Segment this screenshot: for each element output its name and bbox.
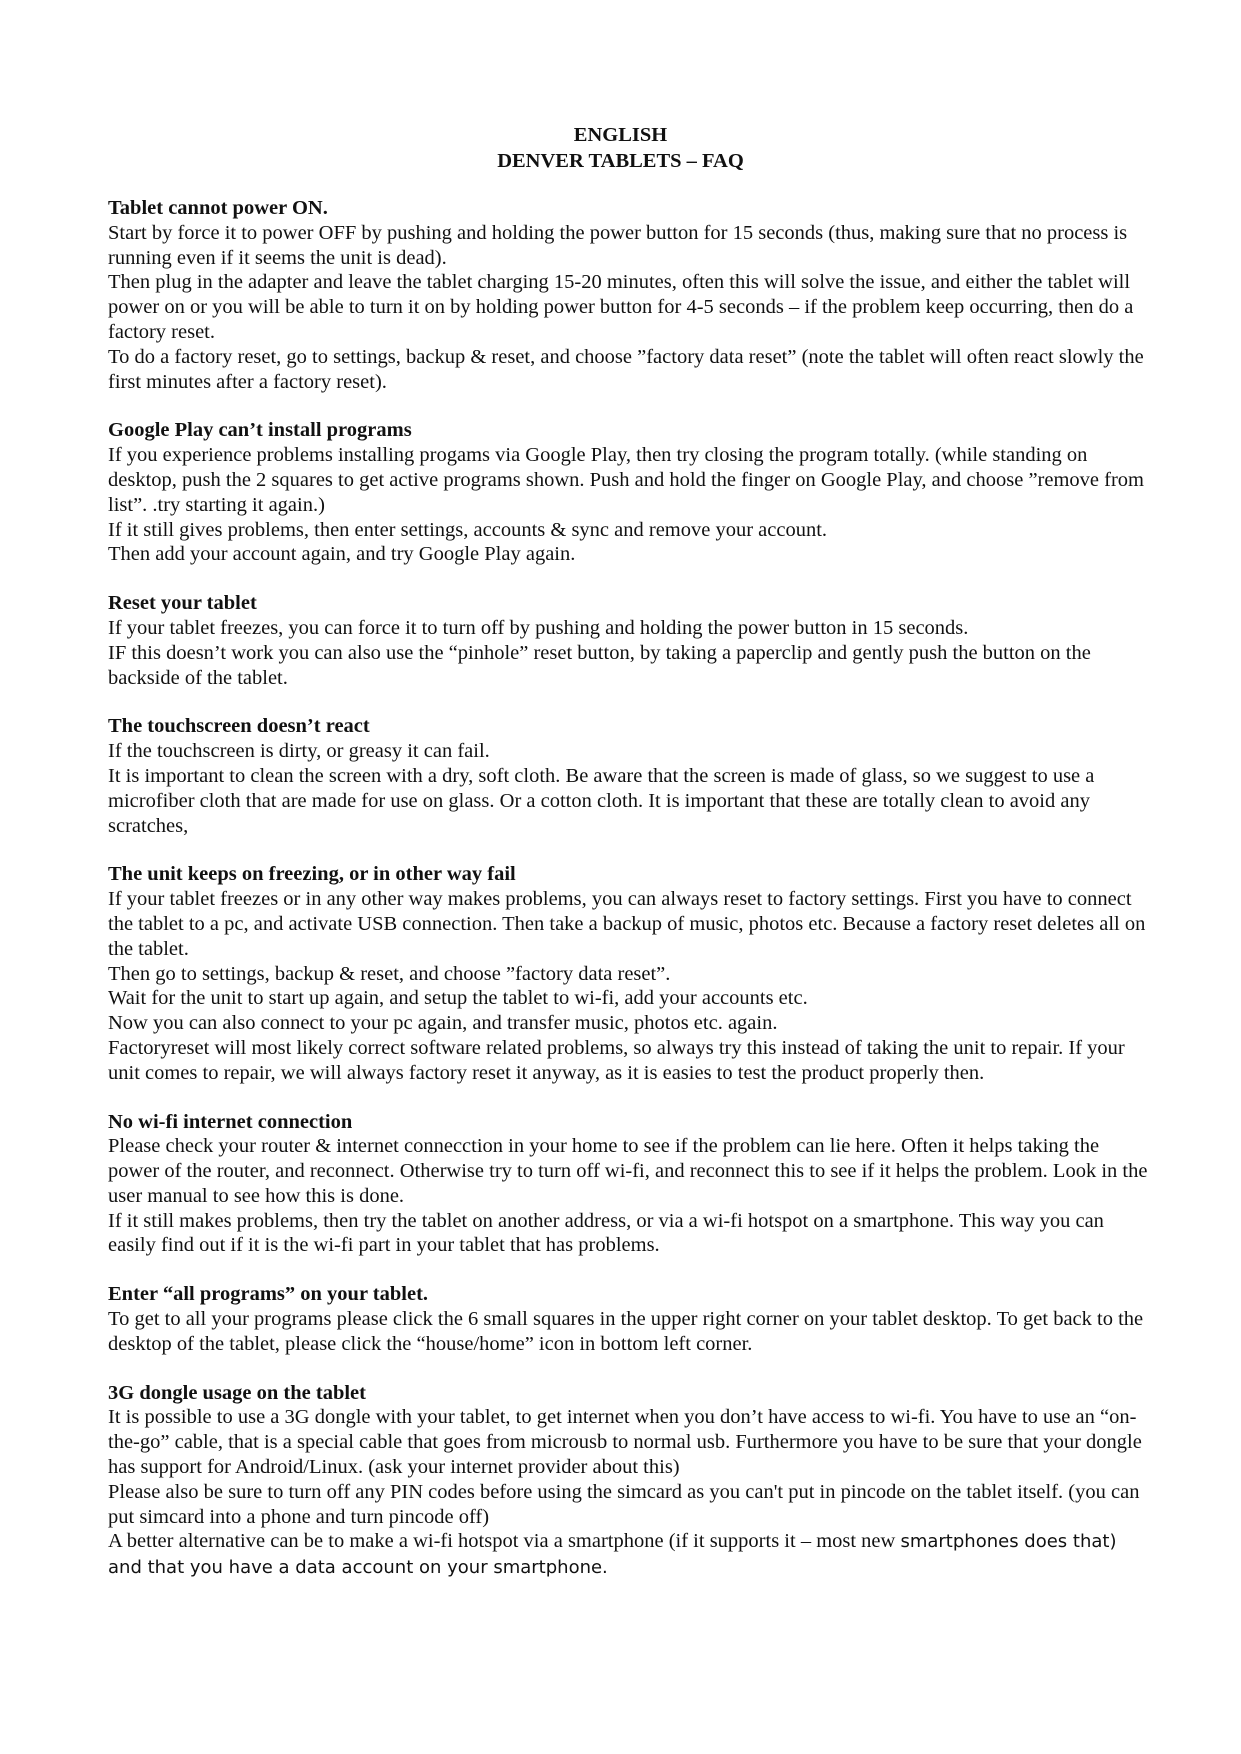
document-title — [0, 122, 1241, 174]
section-heading: Reset your tablet — [108, 592, 257, 615]
paragraph-text-start: A better alternative can be to make a wi-fi hotspot via a smartphone (if it supports it – most new — [108, 1530, 901, 1553]
section-paragraph: Start by force it to power OFF by pushing and holding the power button for 15 seconds (thus, making sure that no process is running even if it seems the unit is dead). — [108, 221, 1128, 269]
section-heading: Enter “all programs” on your tablet. — [108, 1283, 429, 1306]
section-heading: Google Play can’t install programs — [108, 419, 412, 442]
section-paragraph: To do a factory reset, go to settings, backup & reset, and choose ”factory data reset” (note the tablet will often react slowly the first minutes after a factory reset). — [108, 345, 1144, 393]
section-paragraph: IF this doesn’t work you can also use the “pinhole” reset button, by taking a paperclip and gently push the button on the backside of the tablet. — [108, 641, 1091, 689]
faq-section-reset — [108, 591, 1148, 690]
faq-section-touchscreen — [108, 714, 1148, 838]
section-paragraph: If your tablet freezes, you can force it to turn off by pushing and holding the power button in 15 seconds. — [108, 616, 969, 639]
section-heading: The touchscreen doesn’t react — [108, 715, 370, 738]
section-paragraph: Then add your account again, and try Google Play again. — [108, 543, 576, 566]
section-paragraph: If you experience problems installing progams via Google Play, then try closing the program totally. (while standing on desktop, push the 2 squares to get active programs shown. Push and hold the finger on Google Play, and choose ”remove from list”. .try starting it again.) — [108, 444, 1144, 516]
section-paragraph: It is important to clean the screen with a dry, soft cloth. Be aware that the screen is made of glass, so we suggest to use a microfiber cloth that are made for use on glass. Or a cotton cloth. It is important that these are totally clean to avoid any scratches, — [108, 764, 1095, 837]
section-heading: No wi-fi internet connection — [108, 1110, 353, 1133]
section-paragraph: If your tablet freezes or in any other way makes problems, you can always reset to factory settings. First you have to connect the tablet to a pc, and activate USB connection. Then take a backup of music, photos etc. Because a factory reset deletes all on the tablet. — [108, 888, 1146, 960]
paragraph-text-end: smartphones does that) and that you have a data account on your smartphone. — [108, 1531, 1117, 1579]
section-paragraph: It is possible to use a 3G dongle with your tablet, to get internet when you don’t have access to wi-fi. You have to use an “on-the-go” cable, that is a special cable that goes from microusb to normal usb. Furthermore you have to be sure that your dongle has support for Android/Linux. (ask your internet provider about this) — [108, 1406, 1142, 1479]
section-paragraph: If it still gives problems, then enter settings, accounts & sync and remove your account. — [108, 518, 828, 541]
section-paragraph: Wait for the unit to start up again, and setup the tablet to wi-fi, add your accounts etc. — [108, 987, 808, 1010]
section-paragraph: Then go to settings, backup & reset, and choose ”factory data reset”. — [108, 962, 671, 985]
faq-section-3g-dongle — [108, 1381, 1148, 1581]
faq-sections — [108, 196, 1148, 1605]
section-paragraph: To get to all your programs please click the 6 small squares in the upper right corner on your tablet desktop. To get back to the desktop of the tablet, please click the “house/home” icon in bottom left corner. — [108, 1308, 1144, 1355]
section-paragraph-last — [108, 1529, 1148, 1581]
section-paragraph: Please also be sure to turn off any PIN codes before using the simcard as you can't put in pincode on the tablet itself. (you can put simcard into a phone and turn pincode off) — [108, 1480, 1140, 1528]
section-heading: 3G dongle usage on the tablet — [108, 1381, 366, 1404]
faq-section-freezing — [108, 862, 1148, 1085]
section-heading: The unit keeps on freezing, or in other way fail — [108, 863, 516, 886]
faq-section-power-on — [108, 196, 1148, 394]
faq-section-google-play — [108, 418, 1148, 567]
section-paragraph: Factoryreset will most likely correct software related problems, so always try this instead of taking the unit to repair. If your unit comes to repair, we will always factory reset it anyway, as it is easies to test the product properly then. — [108, 1036, 1125, 1084]
section-paragraph: Now you can also connect to your pc again, and transfer music, photos etc. again. — [108, 1012, 778, 1035]
section-paragraph: Please check your router & internet connecction in your home to see if the problem can lie here. Often it helps taking the power of the router, and reconnect. Otherwise try to turn off wi-fi, and reconnect this to see if it helps the problem. Look in the user manual to see how this is done. — [108, 1135, 1148, 1207]
section-paragraph: Then plug in the adapter and leave the tablet charging 15-20 minutes, often this will solve the issue, and either the tablet will power on or you will be able to turn it on by holding power button for 4-5 seconds – if the problem keep occurring, then do a factory reset. — [108, 271, 1134, 343]
section-heading: Tablet cannot power ON. — [108, 197, 328, 219]
title-language: ENGLISH — [573, 124, 668, 146]
faq-section-all-programs — [108, 1282, 1148, 1356]
title-faq: DENVER TABLETS – FAQ — [497, 150, 744, 172]
section-paragraph: If it still makes problems, then try the tablet on another address, or via a wi-fi hotspot on a smartphone. This way you can easily find out if it is the wi-fi part in your tablet that has problems. — [108, 1209, 1104, 1257]
faq-section-wifi — [108, 1110, 1148, 1259]
section-paragraph: If the touchscreen is dirty, or greasy it can fail. — [108, 740, 490, 763]
